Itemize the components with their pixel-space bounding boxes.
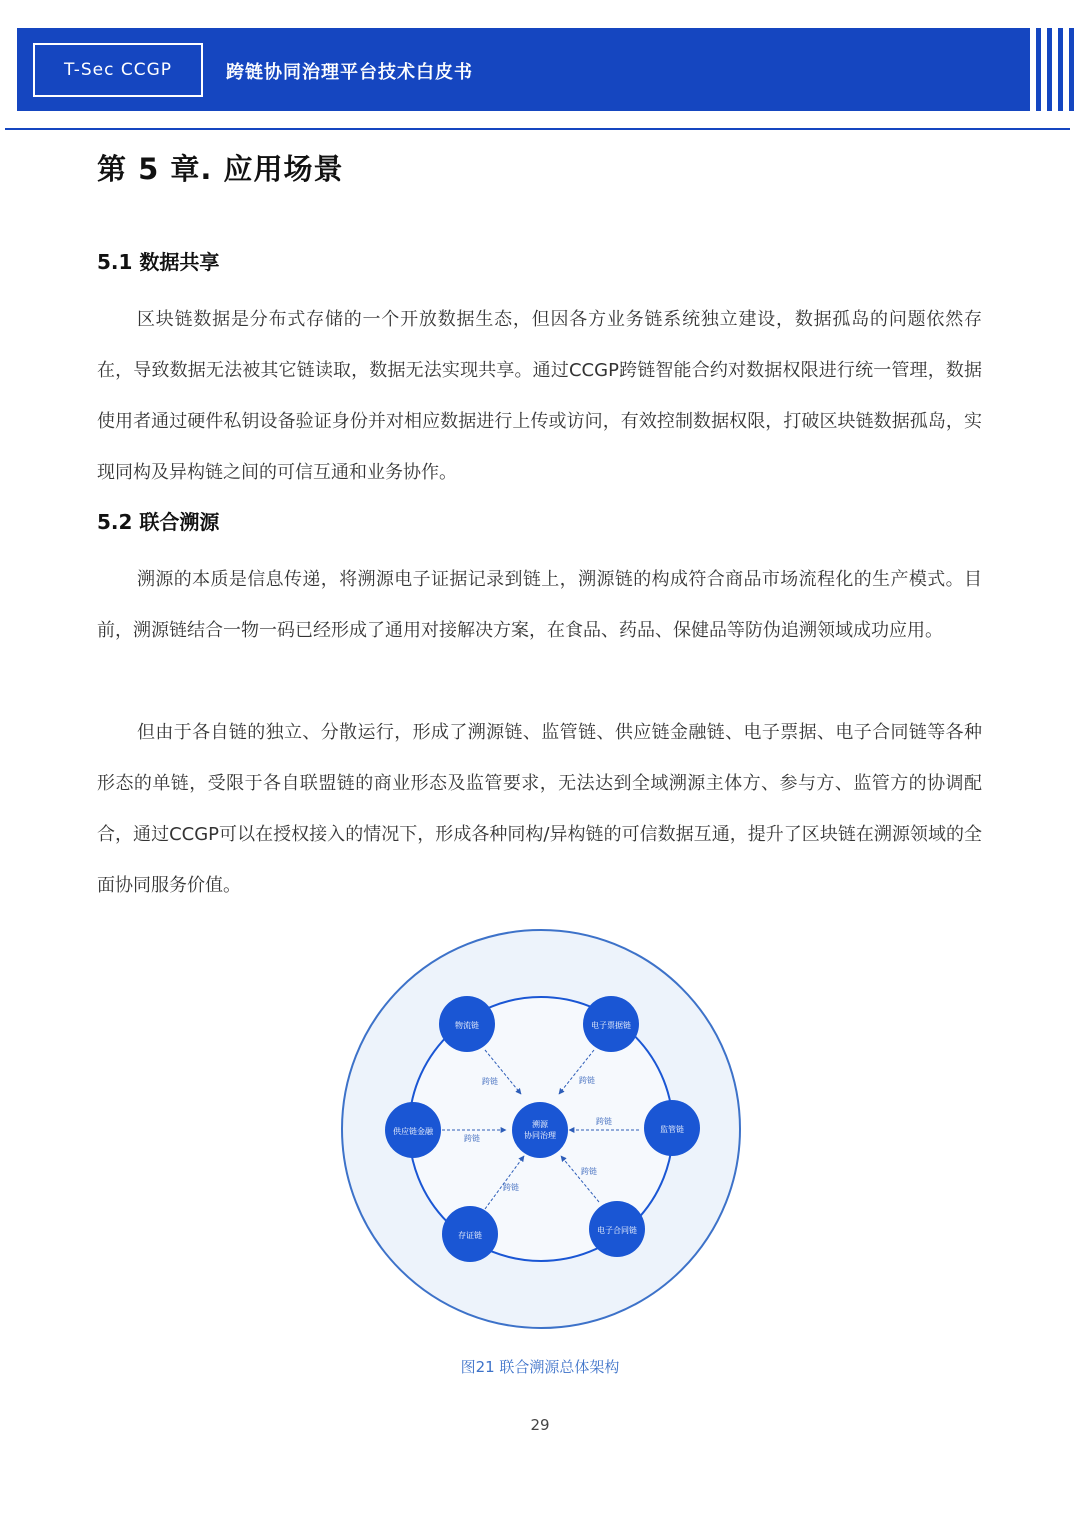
svg-text:存证链: 存证链 — [458, 1231, 482, 1240]
center-node-line-2: 协同治理 — [524, 1131, 556, 1140]
header-stripes — [1036, 28, 1076, 111]
edge-label-invoice: 跨链 — [579, 1076, 595, 1085]
figure-caption: 图21 联合溯源总体架构 — [460, 1358, 620, 1376]
svg-text:电子票据链: 电子票据链 — [591, 1021, 631, 1030]
architecture-diagram — [339, 927, 743, 1331]
edge-label-supervision: 跨链 — [596, 1117, 612, 1126]
edge-label-contract: 跨链 — [581, 1167, 597, 1176]
chapter-title: 第 5 章. 应用场景 — [97, 152, 344, 186]
paragraph-joint-tracing-2: 但由于各自链的独立、分散运行，形成了溯源链、监管链、供应链金融链、电子票据、电子合同链等各种形态的单链，受限于各自联盟链的商业形态及监管要求，无法达到全域溯源主体方、参与方、监管方的协调配合，通过CCGP可以在授权接入的情况下，形成各种同构/异构链的可信数据互通，提升了区块链在溯源领域的全面协同服务价值。 — [97, 722, 982, 896]
svg-text:监管链: 监管链 — [660, 1125, 684, 1134]
section-heading-joint-tracing: 5.2 联合溯源 — [97, 510, 220, 534]
header-title: 跨链协同治理平台技术白皮书 — [226, 62, 473, 83]
header-rule — [5, 128, 1070, 130]
header-logo: T-Sec CCGP — [33, 43, 203, 97]
edge-label-evidence: 跨链 — [503, 1183, 519, 1192]
edge-label-logistics: 跨链 — [482, 1077, 498, 1086]
edge-label-finance: 跨链 — [464, 1134, 480, 1143]
paragraph-data-sharing: 区块链数据是分布式存储的一个开放数据生态，但因各方业务链系统独立建设，数据孤岛的问题依然存在，导致数据无法被其它链读取，数据无法实现共享。通过CCGP跨链智能合约对数据权限进行统一管理，数据使用者通过硬件私钥设备验证身份并对相应数据进行上传或访问，有效控制数据权限，打破区块链数据孤岛，实现同构及异构链之间的可信互通和业务协作。 — [97, 309, 982, 483]
svg-text:物流链: 物流链 — [455, 1021, 479, 1030]
svg-text:电子合同链: 电子合同链 — [597, 1226, 637, 1235]
paragraph-joint-tracing-1: 溯源的本质是信息传递，将溯源电子证据记录到链上，溯源链的构成符合商品市场流程化的生产模式。目前，溯源链结合一物一码已经形成了通用对接解决方案，在食品、药品、保健品等防伪追溯领域成功应用。 — [97, 569, 982, 641]
section-heading-data-sharing: 5.1 数据共享 — [97, 250, 220, 274]
svg-text:供应链金融: 供应链金融 — [393, 1127, 433, 1136]
page-number: 29 — [530, 1416, 550, 1434]
center-node — [512, 1102, 568, 1158]
center-node-line-1: 溯源 — [532, 1120, 548, 1129]
